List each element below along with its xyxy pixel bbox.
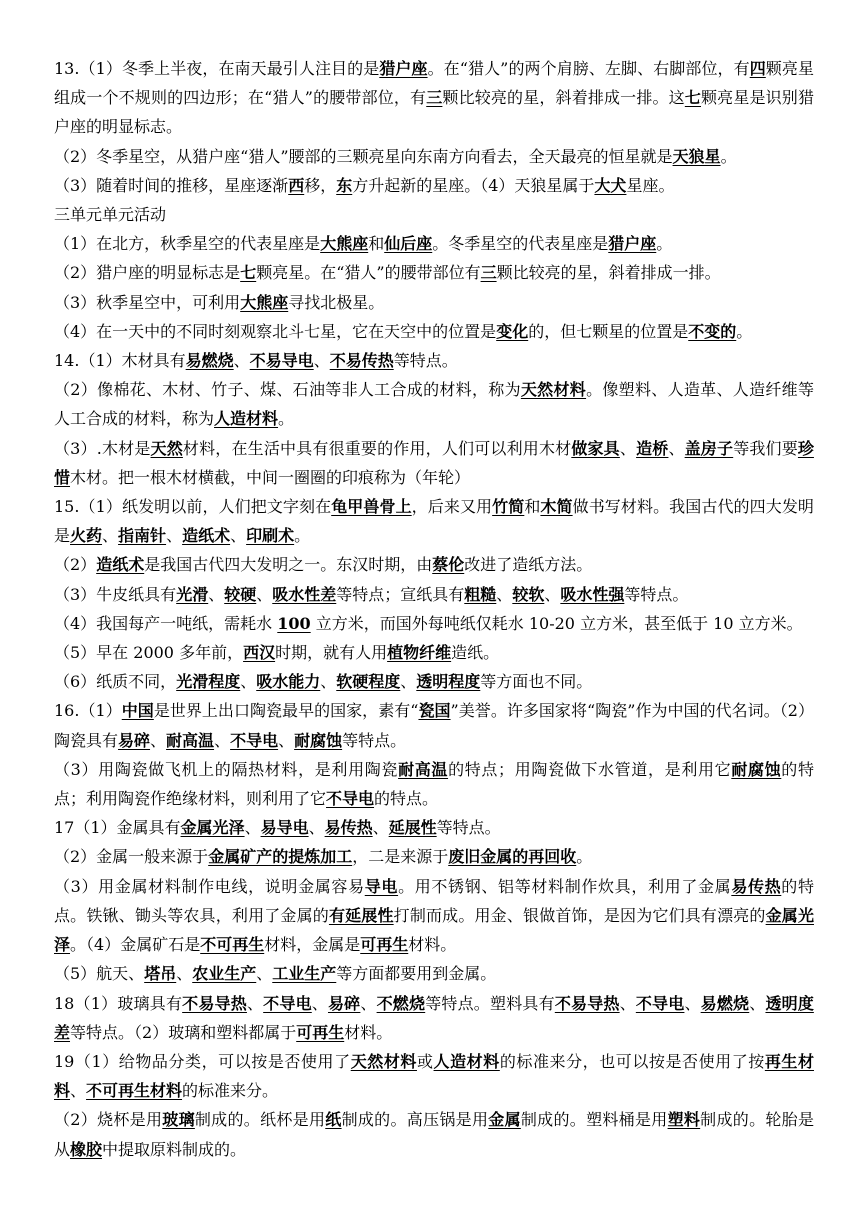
answer-keyword: 木简 xyxy=(540,497,573,517)
text-segment: （2）像棉花、木材、竹子、煤、石油等非人工合成的材料，称为 xyxy=(54,380,521,400)
text-segment: 颗亮星。在“猎人”的腰带部位有 xyxy=(256,263,481,283)
text-segment: （6）纸质不同， xyxy=(54,672,177,692)
text-segment: 、 xyxy=(256,584,273,604)
answer-keyword: 猎户座 xyxy=(379,59,428,78)
answer-keyword: 不易导电 xyxy=(249,351,314,371)
paragraph xyxy=(54,317,814,346)
answer-keyword: 大熊座 xyxy=(320,234,369,254)
paragraph xyxy=(54,375,814,433)
text-segment: 材料，在生活中具有很重要的作用，人们可以利用木材 xyxy=(182,438,572,458)
answer-keyword: 造纸术 xyxy=(96,555,145,575)
text-segment: 的特点；用陶瓷做下水管道，是利用它 xyxy=(448,759,732,779)
answer-keyword: 较硬 xyxy=(224,584,257,604)
text-segment: （3）秋季星空中，可利用 xyxy=(54,292,241,312)
answer-keyword: 金属光泽 xyxy=(180,818,245,838)
answer-keyword: 猎户座 xyxy=(608,234,657,254)
text-segment: 和 xyxy=(368,234,385,254)
answer-keyword: 七 xyxy=(684,88,701,108)
text-segment: 、 xyxy=(749,993,766,1013)
text-segment: 木材。把一根木材横截，中间一圈圈的印痕称为（年轮） xyxy=(70,467,471,487)
answer-keyword: 大熊座 xyxy=(240,292,289,312)
text-segment: 、 xyxy=(244,818,261,838)
text-segment: 19（1）给物品分类，可以按是否使用了 xyxy=(54,1051,351,1071)
answer-keyword: 中国 xyxy=(121,701,154,721)
text-segment: ，二是来源于 xyxy=(352,847,449,867)
text-segment: 造纸。 xyxy=(451,643,500,663)
answer-keyword: 易碎 xyxy=(118,730,151,750)
text-segment: 颗亮星是识别猎户座的明显标志。 xyxy=(54,88,814,137)
text-segment: 等特点。 xyxy=(624,584,689,604)
text-segment: 方升起新的星座。（4）天狼星属于 xyxy=(352,175,595,195)
text-segment: 、 xyxy=(668,438,685,458)
text-segment: 的标准来分。 xyxy=(182,1081,279,1101)
paragraph xyxy=(54,142,814,171)
answer-keyword: 大犬 xyxy=(594,175,627,195)
text-segment: 时期，就有人用 xyxy=(275,643,388,663)
text-segment: （3）用陶瓷做飞机上的隔热材料，是利用陶瓷 xyxy=(54,759,399,779)
text-segment: ，后来又用 xyxy=(411,497,493,517)
paragraph xyxy=(54,755,814,813)
paragraph xyxy=(54,229,814,258)
text-segment: （3）用金属材料制作电线，说明金属容易 xyxy=(54,876,365,896)
text-segment: 。像塑料、人造革、人造纤维等人工合成的材料，称为 xyxy=(54,380,814,429)
text-segment: 制成的。高压锅是用 xyxy=(341,1110,489,1130)
text-segment: 材料。 xyxy=(344,1022,393,1042)
text-segment: 颗比较亮的星，斜着排成一排。 xyxy=(496,263,721,283)
text-segment: 星座。 xyxy=(626,175,675,195)
answer-keyword: 有延展性 xyxy=(328,905,394,925)
answer-keyword: 造纸术 xyxy=(182,526,231,546)
text-segment: 13.（1）冬季上半夜，在南天最引人注目的是 xyxy=(54,59,380,78)
text-segment: （4）我国每产一吨纸，需耗水 xyxy=(54,613,278,633)
answer-keyword: 易传热 xyxy=(731,876,782,896)
answer-keyword: 变化 xyxy=(496,321,529,341)
text-segment: 移， xyxy=(304,175,337,195)
paragraph xyxy=(54,550,814,579)
paragraph xyxy=(54,813,814,842)
text-segment: 18（1）玻璃具有 xyxy=(54,993,183,1013)
paragraph xyxy=(54,580,814,609)
answer-keyword: 不导电 xyxy=(326,789,375,809)
text-segment: 制成的。塑料桶是用 xyxy=(520,1110,668,1130)
text-segment: 材料。 xyxy=(408,935,457,955)
answer-keyword: 吸水能力 xyxy=(256,672,321,692)
text-segment: 的标准来分，也可以按是否使用了按 xyxy=(499,1051,765,1071)
answer-keyword: 工业生产 xyxy=(272,964,337,984)
text-segment: 。（4）金属矿石是 xyxy=(70,935,201,955)
text-segment: 。用不锈钢、铝等材料制作炊具，利用了金属 xyxy=(398,876,732,896)
answer-keyword: 三 xyxy=(426,88,443,108)
text-segment: 、 xyxy=(619,438,637,458)
text-segment: 等方面都要用到金属。 xyxy=(336,964,497,984)
text-segment: 制成的。纸杯是用 xyxy=(194,1110,326,1130)
text-segment: 、 xyxy=(166,526,183,546)
answer-keyword: 金属矿产的提炼加工 xyxy=(208,847,353,867)
text-segment: （3）.木材是 xyxy=(54,438,151,458)
text-segment: 、 xyxy=(278,730,295,750)
answer-keyword: 耐高温 xyxy=(398,759,449,779)
text-segment: 。在“猎人”的两个肩膀、左脚、右脚部位，有 xyxy=(427,59,750,78)
text-segment: （3）牛皮纸具有 xyxy=(54,584,177,604)
answer-keyword: 龟甲兽骨上 xyxy=(331,497,412,517)
text-segment: 。 xyxy=(656,234,673,254)
text-segment: 。冬季星空的代表星座是 xyxy=(432,234,609,254)
answer-keyword: 金属 xyxy=(488,1110,521,1130)
answer-keyword: 废旧金属的再回收 xyxy=(448,847,577,867)
answer-keyword: 透明程度 xyxy=(416,672,481,692)
paragraph xyxy=(54,54,814,142)
answer-keyword: 造桥 xyxy=(636,438,669,458)
text-segment: 颗比较亮的星，斜着排成一排。这 xyxy=(442,88,685,108)
text-segment: （4）在一天中的不同时刻观察北斗七星，它在天空中的位置是 xyxy=(54,321,497,341)
text-segment: 的，但七颗星的位置是 xyxy=(528,321,689,341)
paragraph xyxy=(54,346,814,375)
text-segment: 16.（1） xyxy=(54,701,122,721)
text-segment: 、 xyxy=(496,584,513,604)
answer-keyword: 天然材料 xyxy=(520,380,587,400)
text-segment: 和 xyxy=(524,497,541,517)
answer-keyword: 不可再生材料 xyxy=(86,1081,183,1101)
answer-keyword: 火药 xyxy=(70,526,103,546)
answer-keyword: 西 xyxy=(288,175,305,195)
answer-keyword: 不可再生 xyxy=(200,935,265,955)
text-segment: （2）猎户座的明显标志是 xyxy=(54,263,241,283)
text-segment: 制成的。轮胎是从 xyxy=(54,1110,814,1159)
text-segment: 。 xyxy=(736,321,753,341)
answer-keyword: 盖房子 xyxy=(684,438,734,458)
text-segment: 等特点；宣纸具有 xyxy=(336,584,465,604)
text-segment: 材料，金属是 xyxy=(264,935,361,955)
answer-keyword: 农业生产 xyxy=(192,964,257,984)
answer-keyword: 易传热 xyxy=(324,818,373,838)
text-segment: 、 xyxy=(150,730,167,750)
answer-keyword: 易导电 xyxy=(260,818,309,838)
text-segment: 三单元单元活动 xyxy=(54,205,167,225)
text-segment: 颗亮星组成一个不规则的四边形；在“猎人”的腰带部位，有 xyxy=(54,59,814,108)
answer-keyword: 不易导热 xyxy=(182,993,247,1013)
answer-keyword: 吸水性强 xyxy=(560,584,625,604)
answer-keyword: 耐腐蚀 xyxy=(731,759,782,779)
text-segment: （1）在北方，秋季星空的代表星座是 xyxy=(54,234,321,254)
text-segment: 、 xyxy=(233,351,250,371)
answer-keyword: 光滑程度 xyxy=(176,672,241,692)
answer-keyword: 橡胶 xyxy=(70,1139,103,1159)
text-segment: 中提取原料制成的。 xyxy=(102,1139,247,1159)
text-segment: 的特点。铁锹、锄头等农具，利用了金属的 xyxy=(54,876,814,925)
text-segment: （2）冬季星空，从猎户座“猎人”腰部的三颗亮星向东南方向看去，全天最亮的恒星就是 xyxy=(54,146,673,166)
text-segment: 等方面也不同。 xyxy=(480,672,593,692)
text-segment: 、 xyxy=(619,993,636,1013)
text-segment: 、 xyxy=(214,730,231,750)
answer-keyword: 不变的 xyxy=(688,321,737,341)
answer-keyword: 瓷国 xyxy=(418,701,451,721)
answer-keyword: 三 xyxy=(480,263,497,283)
text-segment: 等特点。塑料具有 xyxy=(425,993,555,1013)
answer-keyword: 软硬程度 xyxy=(336,672,401,692)
answer-keyword: 延展性 xyxy=(388,818,437,838)
answer-keyword: 透明度差 xyxy=(54,993,814,1042)
text-segment: 、 xyxy=(544,584,561,604)
text-segment: （2）金属一般来源于 xyxy=(54,847,209,867)
answer-keyword: 玻璃 xyxy=(162,1110,195,1130)
answer-keyword: 塔吊 xyxy=(144,964,177,984)
text-segment: 改进了造纸方法。 xyxy=(464,555,593,575)
text-segment: 、 xyxy=(102,526,119,546)
answer-keyword: 珍惜 xyxy=(54,438,814,487)
answer-keyword: 金属光泽 xyxy=(54,905,814,955)
text-segment: 、 xyxy=(400,672,417,692)
text-segment: （3）随着时间的推移，星座逐渐 xyxy=(54,175,289,195)
text-segment: 等我们要 xyxy=(733,438,798,458)
answer-keyword: 做家具 xyxy=(571,438,620,458)
text-segment: 、 xyxy=(240,672,257,692)
paragraph xyxy=(54,1105,814,1163)
text-segment: 等特点。 xyxy=(393,351,458,371)
text-segment: 、 xyxy=(256,964,273,984)
answer-keyword: 耐腐蚀 xyxy=(294,730,343,750)
answer-keyword: 不导电 xyxy=(635,993,685,1013)
answer-keyword: 再生材料 xyxy=(54,1051,814,1101)
answer-keyword: 人造材料 xyxy=(214,409,279,429)
paragraph xyxy=(54,872,814,960)
text-segment: 、 xyxy=(360,993,377,1013)
paragraph xyxy=(54,696,814,754)
text-segment: 15.（1）纸发明以前，人们把文字刻在 xyxy=(54,497,332,517)
text-segment: （2） xyxy=(54,555,97,575)
paragraph xyxy=(54,667,814,696)
text-segment: 。 xyxy=(278,409,295,429)
answer-keyword: 天然 xyxy=(150,438,183,458)
paragraph xyxy=(54,492,814,550)
answer-keyword: 光滑 xyxy=(176,584,209,604)
answer-keyword: 粗糙 xyxy=(464,584,497,604)
answer-keyword: 易碎 xyxy=(327,993,361,1013)
text-segment: 14.（1）木材具有 xyxy=(54,351,186,371)
text-segment: （5）航天、 xyxy=(54,964,145,984)
text-segment: 打制而成。用金、银做首饰，是因为它们具有漂亮的 xyxy=(393,905,766,925)
answer-keyword: 四 xyxy=(749,59,766,78)
text-segment: 。 xyxy=(720,146,737,166)
text-segment: 等特点。 xyxy=(342,730,407,750)
answer-keyword: 西汉 xyxy=(243,643,276,663)
answer-keyword: 耐高温 xyxy=(166,730,215,750)
paragraph xyxy=(54,288,814,317)
text-segment: 。 xyxy=(294,526,311,546)
text-segment: 的特点；利用陶瓷作绝缘材料，则利用了它 xyxy=(54,759,814,809)
text-segment: 、 xyxy=(246,993,264,1013)
paragraph xyxy=(54,959,814,988)
paragraph xyxy=(54,171,814,200)
paragraph xyxy=(54,989,814,1047)
text-segment: 、 xyxy=(320,672,337,692)
paragraph xyxy=(54,609,814,638)
text-segment: 17（1）金属具有 xyxy=(54,818,181,838)
text-segment: 、 xyxy=(684,993,701,1013)
text-segment: 的特点。 xyxy=(374,789,439,809)
text-segment: 、 xyxy=(70,1081,87,1101)
answer-keyword: 仙后座 xyxy=(384,234,433,254)
answer-keyword: 不易传热 xyxy=(329,351,394,371)
paragraph xyxy=(54,1047,814,1105)
text-segment: 寻找北极星。 xyxy=(288,292,385,312)
text-segment: （5）早在 2000 多年前， xyxy=(54,643,244,663)
text-segment: 是我国古代四大发明之一。东汉时期，由 xyxy=(144,555,433,575)
answer-keyword: 东 xyxy=(336,175,353,195)
answer-keyword: 不易导热 xyxy=(554,993,620,1013)
answer-keyword: 竹简 xyxy=(492,497,525,517)
paragraph xyxy=(54,842,814,871)
text-segment: 是世界上出口陶瓷最早的国家，素有“ xyxy=(153,701,419,721)
text-segment: 、 xyxy=(311,993,328,1013)
answer-keyword: 100 xyxy=(277,613,311,633)
answer-keyword: 较软 xyxy=(512,584,545,604)
answer-keyword: 塑料 xyxy=(667,1110,701,1130)
answer-keyword: 天然材料 xyxy=(350,1051,417,1071)
paragraph xyxy=(54,638,814,667)
text-segment: 、 xyxy=(313,351,330,371)
answer-keyword: 蔡伦 xyxy=(432,555,465,575)
text-segment: 等特点。 xyxy=(436,818,501,838)
text-segment: 做书写材料。我国古代的四大发明是 xyxy=(54,497,814,546)
text-segment: 立方米，而国外每吨纸仅耗水 10-20 立方米，甚至低于 10 立方米。 xyxy=(310,613,803,633)
text-segment: （2）烧杯是用 xyxy=(54,1110,163,1130)
answer-keyword: 植物纤维 xyxy=(387,643,452,663)
text-segment: 或 xyxy=(416,1051,434,1071)
answer-keyword: 不燃烧 xyxy=(376,993,426,1013)
text-segment: 等特点。（2）玻璃和塑料都属于 xyxy=(70,1022,297,1042)
answer-keyword: 导电 xyxy=(364,876,399,896)
answer-keyword: 易燃烧 xyxy=(185,351,234,371)
answer-keyword: 人造材料 xyxy=(433,1051,500,1071)
paragraph xyxy=(54,258,814,287)
answer-keyword: 不导电 xyxy=(263,993,312,1013)
paragraph xyxy=(54,200,814,229)
text-segment: 、 xyxy=(230,526,247,546)
text-segment: 、 xyxy=(208,584,225,604)
paragraph xyxy=(54,434,814,492)
answer-keyword: 天狼星 xyxy=(672,146,721,166)
answer-keyword: 可再生 xyxy=(296,1022,345,1042)
answer-keyword: 易燃烧 xyxy=(700,993,750,1013)
text-segment: 、 xyxy=(308,818,325,838)
answer-keyword: 七 xyxy=(240,263,257,283)
text-segment: 。 xyxy=(576,847,593,867)
answer-keyword: 指南针 xyxy=(118,526,167,546)
answer-keyword: 纸 xyxy=(325,1110,342,1130)
text-segment: 、 xyxy=(176,964,193,984)
answer-keyword: 可再生 xyxy=(360,935,409,955)
answer-keyword: 吸水性差 xyxy=(272,584,337,604)
text-segment: ”美誉。许多国家将“陶瓷”作为中国的代名词。（2）陶瓷具有 xyxy=(54,701,814,750)
answer-keyword: 不导电 xyxy=(230,730,279,750)
text-segment: 、 xyxy=(372,818,389,838)
answer-keyword: 印刷术 xyxy=(246,526,295,546)
